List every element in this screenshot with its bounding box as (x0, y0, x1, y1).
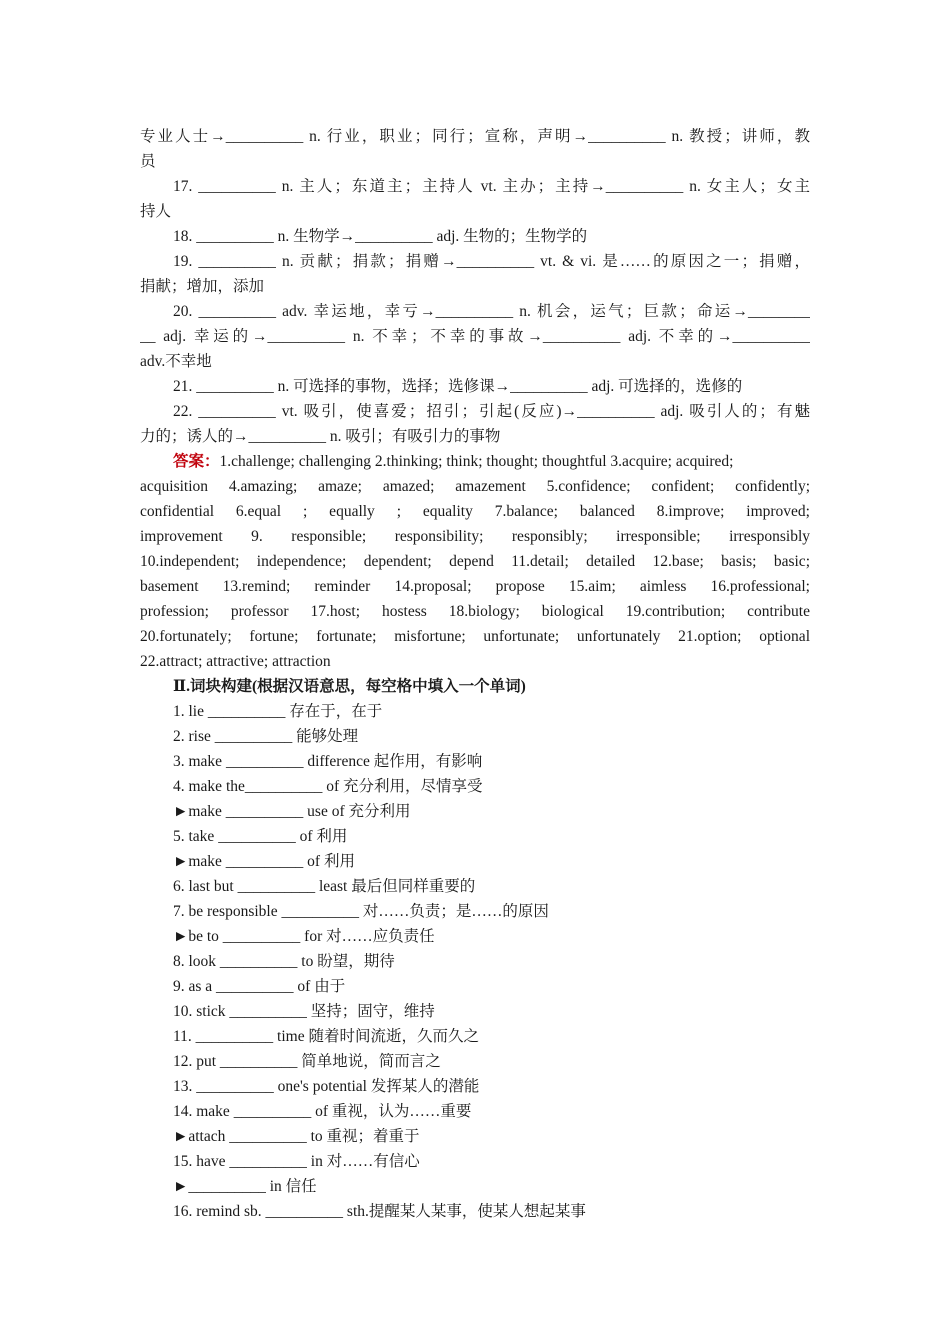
section-heading: Ⅱ.词块构建(根据汉语意思，每空格中填入一个单词) (173, 678, 526, 695)
answers-label: 答案： (173, 453, 220, 470)
phrase-item: 14. make __________ of 重视，认为……重要 (173, 1103, 472, 1120)
answers-line: basement 13.remind; reminder 14.proposal; propose 15.aim; aimless 16.professional; (140, 578, 810, 595)
phrase-item: 4. make the__________ of 充分利用，尽情享受 (173, 778, 483, 795)
phrase-item: ►attach __________ to 重视；着重于 (173, 1128, 420, 1145)
phrase-item: 13. __________ one's potential 发挥某人的潜能 (173, 1078, 480, 1095)
vocab-line: __ adj. 幸运的→__________ n. 不幸；不幸的事故→__________ adj. 不幸的→__________ (140, 328, 810, 345)
phrase-item: 7. be responsible __________ 对……负责；是……的原因 (173, 903, 549, 920)
answers-line: acquisition 4.amazing; amaze; amazed; amazement 5.confidence; confident; confidently; (140, 478, 810, 495)
vocab-line: 22. __________ vt. 吸引，使喜爱；招引；引起(反应)→__________ adj. 吸引人的；有魅 (173, 403, 810, 420)
answers-text: 1.challenge; challenging 2.thinking; think; thought; thoughtful 3.acquire; acquired; (219, 453, 734, 470)
phrase-item: ►be to __________ for 对……应负责任 (173, 928, 435, 945)
answers-line: improvement 9. responsible; responsibility; responsibly; irresponsible; irresponsibly (140, 528, 810, 545)
phrase-item: 15. have __________ in 对……有信心 (173, 1153, 420, 1170)
vocab-line: 18. __________ n. 生物学→__________ adj. 生物的；生物学的 (173, 228, 588, 245)
vocab-line: adv.不幸地 (140, 353, 212, 370)
phrase-item: 2. rise __________ 能够处理 (173, 728, 359, 745)
phrase-item: ►make __________ of 利用 (173, 853, 355, 870)
vocab-line: 持人 (140, 203, 172, 220)
answers-line: 10.independent; independence; dependent; depend 11.detail; detailed 12.base; basis; basic; (140, 553, 810, 570)
answers-line: 20.fortunately; fortune; fortunate; misfortune; unfortunate; unfortunately 21.option; optional (140, 628, 810, 645)
vocab-line: 员 (140, 153, 156, 170)
phrase-item: 9. as a __________ of 由于 (173, 978, 346, 995)
phrase-item: ►__________ in 信任 (173, 1178, 317, 1195)
phrase-item: 12. put __________ 简单地说，简而言之 (173, 1053, 441, 1070)
vocab-line: 20. __________ adv. 幸运地，幸亏→__________ n. 机会，运气；巨款；命运→________ (173, 303, 810, 320)
phrase-item: 8. look __________ to 盼望，期待 (173, 953, 395, 970)
phrase-item: 1. lie __________ 存在于，在于 (173, 703, 383, 720)
answers-first-line (140, 449, 810, 474)
phrase-item: 6. last but __________ least 最后但同样重要的 (173, 878, 476, 895)
vocab-line: 21. __________ n. 可选择的事物，选择；选修课→__________ adj. 可选择的，选修的 (173, 378, 743, 395)
answers-line: 22.attract; attractive; attraction (140, 653, 331, 670)
vocab-line: 19. __________ n. 贡献；捐款；捐赠→__________ vt. & vi. 是……的原因之一；捐赠， (173, 253, 810, 270)
phrase-item: 16. remind sb. __________ sth.提醒某人某事，使某人想起某事 (173, 1203, 586, 1220)
answers-line: confidential 6.equal ; equally ; equality 7.balance; balanced 8.improve; improved; (140, 503, 810, 520)
phrase-item: 11. __________ time 随着时间流逝，久而久之 (173, 1028, 479, 1045)
vocab-line: 捐献；增加，添加 (140, 278, 265, 295)
phrase-item: 10. stick __________ 坚持；固守，维持 (173, 1003, 435, 1020)
vocab-line: 17. __________ n. 主人；东道主；主持人 vt. 主办；主持→__________ n. 女主人；女主 (173, 178, 810, 195)
phrase-item: 3. make __________ difference 起作用，有影响 (173, 753, 483, 770)
phrase-item: ►make __________ use of 充分利用 (173, 803, 411, 820)
vocab-line: 专业人士→__________ n. 行业，职业；同行；宣称，声明→__________ n. 教授；讲师，教 (140, 128, 810, 145)
vocab-line: 力的；诱人的→__________ n. 吸引；有吸引力的事物 (140, 428, 501, 445)
document-page (140, 124, 810, 1224)
answers-line: profession; professor 17.host; hostess 18.biology; biological 19.contribution; contribute (140, 603, 810, 620)
phrase-item: 5. take __________ of 利用 (173, 828, 348, 845)
